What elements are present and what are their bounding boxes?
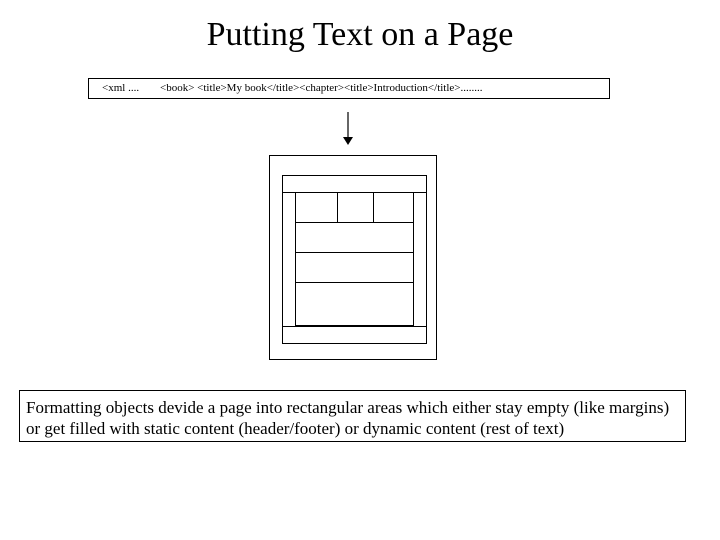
xml-declaration: <xml .... (102, 82, 140, 94)
body-block-2 (295, 252, 414, 283)
down-arrow-icon (340, 112, 356, 146)
body-column-1 (295, 192, 338, 223)
body-block-1 (295, 222, 414, 253)
page-layout-diagram (269, 155, 437, 360)
xml-source-box (88, 78, 610, 99)
caption-box: Formatting objects devide a page into rectangular areas which either stay empty (like margins) or get filled with static content (header/footer) or dynamic content (rest of text) (19, 390, 686, 442)
region-end-right-margin (413, 192, 427, 327)
slide-title: Putting Text on a Page (206, 16, 514, 53)
body-column-2 (337, 192, 374, 223)
body-block-3 (295, 282, 414, 326)
region-after-footer (282, 326, 427, 344)
body-column-3 (373, 192, 414, 223)
region-before-header (282, 175, 427, 193)
xml-content: <book> <title>My book</title><chapter><title>Introduction</title>........ (160, 82, 483, 94)
region-start-left-margin (282, 192, 296, 327)
